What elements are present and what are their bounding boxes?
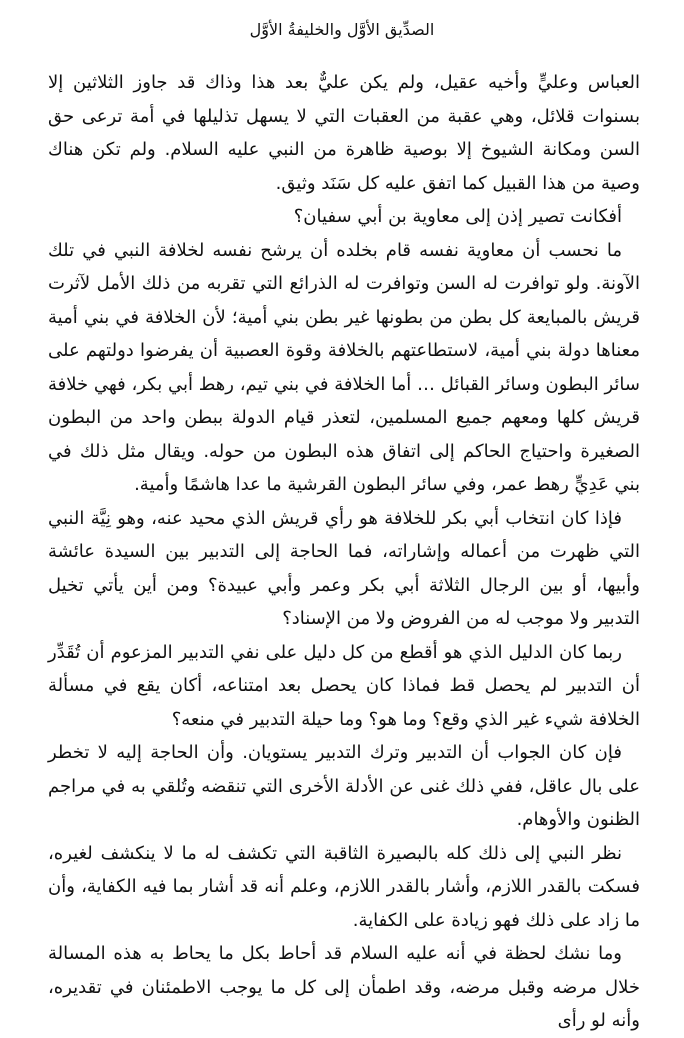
paragraph: وما نشك لحظة في أنه عليه السلام قد أحاط بكل ما يحاط به هذه المسالة خلال مرضه وقبل مرضه، وقد اطمأن إلى كل ما يوجب الاطمئنان في تقديره، وأنه لو رأى [48,943,640,1031]
paragraph: أفكانت تصير إذن إلى معاوية بن أبي سفيان؟ [293,206,622,227]
body-text [48,66,640,1038]
paragraph: فإن كان الجواب أن التدبير وترك التدبير يستويان. وأن الحاجة إليه لا تخطر على بال عاقل، ففي ذلك غنى عن الأدلة الأخرى التي تنقضه وتُلقي به في مراجم الظنون والأوهام. [48,742,640,830]
running-header: الصدِّيق الأوَّل والخليفةُ الأوَّل [249,20,435,39]
paragraph: نظر النبي إلى ذلك كله بالبصيرة الثاقبة التي تكشف له ما لا ينكشف لغيره، فسكت بالقدر اللازم، وأشار بالقدر اللازم، وعلم أنه قد أشار بما فيه الكفاية، وأن ما زاد على ذلك فهو زيادة على الكفاية. [48,842,640,931]
paragraph: ما نحسب أن معاوية نفسه قام بخلده أن يرشح نفسه لخلافة النبي في تلك الآونة. ولو توافرت له السن وتوافرت له الذرائع التي تقربه من ذلك الأمل لآثرت قريش بالمبايعة كل بطن من بطونها غير بطن بني أمية؛ لأن الخلافة في بني أمية معناها دولة بني أمية، لاستطاعتهم بالخلافة وقوة العصبية أن يفرضوا دولتهم على سائر البطون وسائر القبائل … أما الخلافة في بني تيم، رهط أبي بكر، فهي خلافة قريش كلها ومعهم جميع المسلمين، لتعذر قيام الدولة ببطن واحد من البطون الصغيرة واحتياج الحاكم إلى اتفاق هذه البطون من حوله. ويقال مثل ذلك في بني عَدِيٍّ رهط عمر، وفي سائر البطون القرشية ما عدا هاشمًا وأمية. [48,239,640,495]
paragraph: العباس وعليٍّ وأخيه عقيل، ولم يكن عليٌّ بعد هذا وذاك قد جاوز الثلاثين إلا بسنوات قلائل، وهي عقبة من العقبات التي لا يسهل تذليلها في أمة ترعى حق السن ومكانة الشيوخ إلا بوصية ظاهرة من النبي عليه السلام. ولم تكن هناك وصية من هذا القبيل كما اتفق عليه كل سَنَد وثيق. [48,72,640,194]
paragraph: ربما كان الدليل الذي هو أقطع من كل دليل على نفي التدبير المزعوم أن تُقَدِّر أن التدبير لم يحصل قط فماذا كان يحصل بعد امتناعه، أكان يقع في مسألة الخلافة شيء غير الذي وقع؟ وما هو؟ وما حيلة التدبير في منعه؟ [48,641,640,730]
paragraph: فإذا كان انتخاب أبي بكر للخلافة هو رأي قريش الذي محيد عنه، وهو نِيَّة النبي التي ظهرت من أعماله وإشاراته، فما الحاجة إلى التدبير بين السيدة عائشة وأبيها، أو بين الرجال الثلاثة أبي بكر وعمر وأبي عبيدة؟ ومن أين يأتي تخيل التدبير ولا موجب له من الفروض ولا من الإسناد؟ [48,507,640,629]
